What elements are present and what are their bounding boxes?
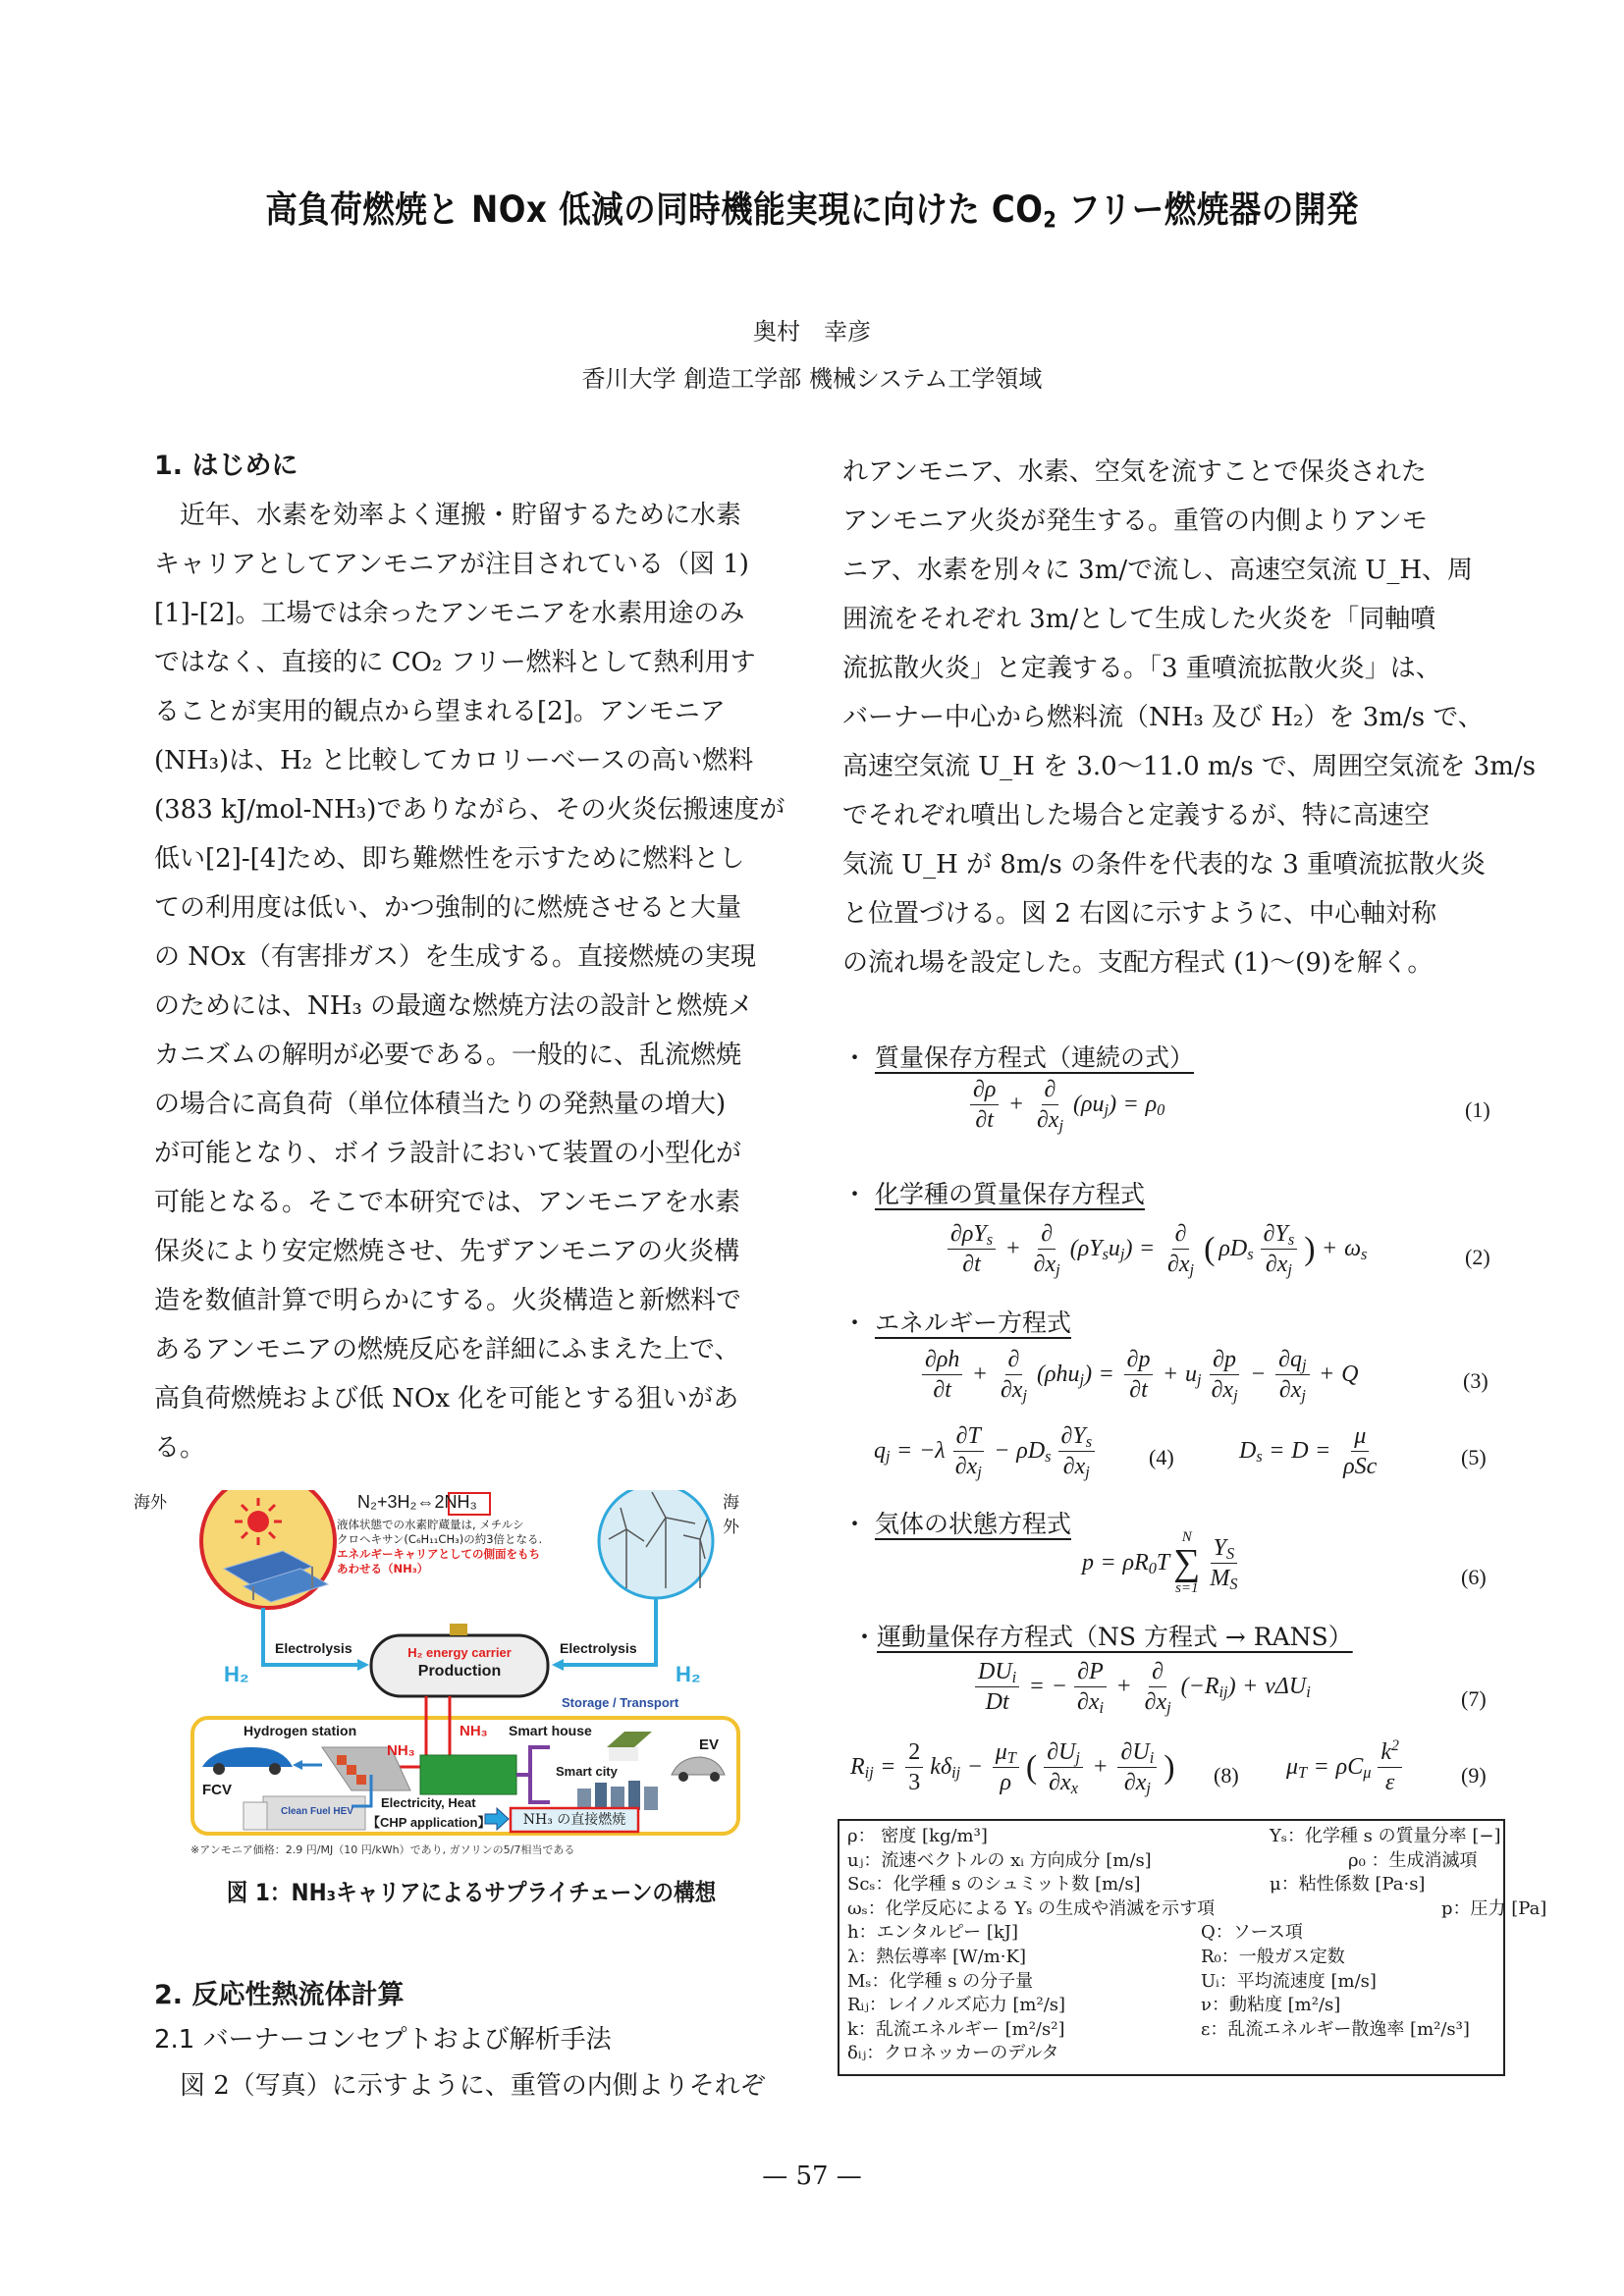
paragraph-line: の流れ場を設定した。支配方程式 (1)～(9)を解く。 — [842, 948, 1434, 978]
legend-entry: ε：乱流エネルギー散逸率 [m²/s³] — [1201, 2018, 1470, 2040]
equation-number-4: (4) — [1149, 1445, 1174, 1469]
equation-number-2: (2) — [1465, 1245, 1490, 1269]
legend-entry: Scₛ：化学種 s のシュミット数 [m/s] — [847, 1874, 1141, 1896]
paragraph-line: の場合に高負荷（単位体積当たりの発熱量の増大) — [154, 1090, 727, 1119]
hydrogen-station-label: Hydrogen station — [244, 1723, 357, 1738]
figure1 — [134, 1490, 744, 1856]
direct-combustion-label: NH₃ の直接燃焼 — [522, 1812, 626, 1828]
legend-entry: λ：熱伝導率 [W/m·K] — [847, 1946, 1026, 1967]
paper-title: 高負荷燃焼と NOx 低減の同時機能実現に向けた $CO_2$ フリー燃焼器の開発 — [265, 188, 1359, 234]
eq-heading-momentum: ・運動量保存方程式（NS 方程式 → RANS） — [852, 1623, 1353, 1651]
legend-row — [847, 1849, 1495, 1874]
page-number: — 57 — — [762, 2162, 862, 2191]
paragraph-line: 高負荷燃焼および低 NOx 化を可能とする狙いがあ — [154, 1384, 739, 1414]
legend-entry: h：エンタルピー [kJ] — [847, 1922, 1019, 1944]
paragraph-line: 可能となる。そこで本研究では、アンモニアを水素 — [154, 1188, 740, 1217]
section2-heading: 2. 反応性熱流体計算 — [154, 1980, 405, 2010]
h2-right-label: H₂ — [676, 1662, 701, 1686]
smart-house-label: Smart house — [509, 1723, 592, 1738]
paragraph-line: のためには、NH₃ の最適な燃焼方法の設計と燃焼メ — [154, 991, 754, 1021]
legend-row — [847, 1921, 1495, 1946]
smart-city-label: Smart city — [556, 1764, 618, 1779]
paragraph-line: [1]-[2]。工場では余ったアンモニアを水素用途のみ — [154, 599, 745, 628]
equation-number-7: (7) — [1461, 1686, 1487, 1711]
section2-paragraph: 図 2（写真）に示すように、重管の内側よりそれぞ — [180, 2071, 766, 2101]
electrolysis-left-label: Electrolysis — [275, 1640, 352, 1656]
paragraph-line: 造を数値計算で明らかにする。火炎構造と新燃料で — [154, 1286, 742, 1315]
author-name: 奥村 幸彦 — [753, 318, 871, 346]
electrolysis-right-label: Electrolysis — [560, 1640, 637, 1656]
eq-heading-species: ・ 化学種の質量保存方程式 — [842, 1180, 1145, 1208]
equation-number-1: (1) — [1465, 1097, 1490, 1122]
paragraph-line: と位置づける。図 2 右図に示すように、中心軸対称 — [842, 899, 1437, 929]
eq-heading-mass: ・ 質量保存方程式（連続の式） — [842, 1043, 1194, 1072]
figure1-footnote: ※アンモニア価格：2.9 円/MJ（10 円/kWh）であり, ガソリンの5/7相当である — [190, 1843, 575, 1856]
paragraph-line: (NH₃)は、H₂ と比較してカロリーベースの高い燃料 — [154, 746, 754, 775]
legend-entry: k：乱流エネルギー [m²/s²] — [847, 2018, 1065, 2040]
nh3-right-label: NH₃ — [460, 1723, 488, 1739]
equation-8: $R_{ij}$ = $\frac{2}{3}$ $k\delta_{ij}$ − $\frac{\mu_T}{\rho}$ ( $\frac{\partial U_j}{\partial x_x}$ + $\frac{\partial U_i}{\partial x_j}$ ) — [850, 1739, 1175, 1798]
figure1-caption: 図 1：NH₃キャリアによるサプライチェーンの構想 — [226, 1879, 717, 1906]
equation-9: $\mu_T$ = $\rho C_\mu$ $\frac{k^2}{\varepsilon}$ — [1286, 1737, 1405, 1797]
paragraph-line: 近年、水素を効率よく運搬・貯留するために水素 — [180, 501, 742, 530]
legend-entry: Uᵢ：平均流速度 [m/s] — [1201, 1970, 1377, 1992]
symbol-legend-box — [838, 1819, 1547, 2076]
affiliation: 香川大学 創造工学部 機械システム工学領域 — [581, 365, 1043, 393]
power-to-house-arrow — [516, 1747, 550, 1775]
legend-entry: ωₛ：化学反応による Yₛ の生成や消滅を示す項 — [847, 1897, 1216, 1919]
storage-transport-label: Storage / Transport — [562, 1695, 679, 1710]
legend-row — [847, 1970, 1495, 1995]
legend-entry: ρ₀ ：生成消滅項 — [1348, 1849, 1478, 1871]
paragraph-line: 保炎により安定燃焼させ、先ずアンモニアの火炎構 — [154, 1237, 740, 1266]
paragraph-line: アンモニア火炎が発生する。重管の内側よりアンモ — [842, 507, 1428, 536]
reaction-boxed-product: 2NH₃ — [434, 1492, 477, 1512]
overseas-left-label: 海外 — [134, 1493, 167, 1513]
legend-entry: Yₛ：化学種 s の質量分率 [−] — [1270, 1826, 1501, 1846]
eq-heading-energy: ・ エネルギー方程式 — [842, 1308, 1071, 1337]
legend-row — [847, 1873, 1495, 1897]
overseas-right-label: 海外 — [723, 1493, 739, 1537]
right-column-paragraph — [842, 448, 1536, 988]
legend-entry: δᵢⱼ：クロネッカーのデルタ — [847, 2043, 1059, 2064]
sun-icon — [235, 1498, 282, 1545]
equation-4: $q_j$ = −λ $\frac{\partial T}{\partial x_j}$ − $\rho D_s$ $\frac{\partial Y_s}{\partial x_j}$ — [874, 1421, 1098, 1481]
generator-icon — [420, 1755, 516, 1794]
paragraph-line: カニズムの解明が必要である。一般的に、乱流燃焼 — [154, 1041, 742, 1070]
paragraph-line: (383 kJ/mol-NH₃)でありながら、その火炎伝搬速度が — [154, 795, 785, 825]
ev-label: EV — [699, 1736, 720, 1753]
equation-number-3: (3) — [1463, 1368, 1489, 1393]
wind-circle — [599, 1490, 713, 1598]
legend-entry: μ：粘性係数 [Pa·s] — [1270, 1874, 1426, 1896]
equation-number-6: (6) — [1461, 1565, 1487, 1589]
paragraph-line: キャリアとしてアンモニアが注目されている（図 1) — [154, 550, 749, 579]
section1-paragraph — [154, 491, 783, 1472]
legend-entry: Rᵢⱼ：レイノルズ応力 [m²/s] — [847, 1995, 1066, 2016]
paragraph-line: あるアンモニアの燃焼反応を詳細にふまえた上で、 — [154, 1335, 740, 1364]
legend-row — [847, 2042, 1495, 2066]
paragraph-line: ることが実用的観点から望まれる[2]。アンモニア — [154, 697, 726, 726]
nh3-left-label: NH₃ — [387, 1742, 415, 1759]
paragraph-line: ではなく、直接的に CO₂ フリー燃料として熱利用す — [154, 648, 756, 677]
electricity-heat-label: Electricity, Heat — [381, 1795, 476, 1810]
equation-3: $\frac{\partial\rho h}{\partial t}$ + $\frac{\partial}{\partial x_j}$ (ρhu$_j$) = $\frac{\partial p}{\partial t}$ + $u_j$ $\frac{\partial p}{\partial x_j}$ − $\frac{\partial q_j}{\partial x_j}$ + Q — [919, 1345, 1358, 1405]
paragraph-line: る。 — [154, 1433, 206, 1463]
equation-number-5: (5) — [1461, 1445, 1487, 1469]
equation-5: $D_s$ = D = $\frac{\mu}{\text{ρSc}}$ — [1239, 1423, 1378, 1479]
eq-heading-state: ・ 気体の状態方程式 — [842, 1510, 1071, 1538]
legend-entry: ν：動粘度 [m²/s] — [1201, 1995, 1341, 2016]
legend-entry: Q：ソース項 — [1201, 1922, 1303, 1944]
smart-city-icon — [577, 1789, 591, 1810]
paragraph-line: の NOx（有害排ガス）を生成する。直接燃焼の実現 — [154, 942, 756, 972]
paragraph-line: ての利用度は低い、かつ強制的に燃焼させると大量 — [154, 893, 742, 923]
paragraph-line: 高速空気流 U_H を 3.0～11.0 m/s で、周囲空気流を 3m/s — [842, 752, 1536, 781]
paragraph-line: 低い[2]-[4]ため、即ち難燃性を示すために燃料とし — [154, 844, 745, 874]
legend-entry: uⱼ：流速ベクトルの xᵢ 方向成分 [m/s] — [847, 1849, 1152, 1871]
storage-note: 液体状態での水素貯蔵量は, メチルシ クロヘキサン(C₆H₁₁CH₃)の約3倍となる. エネルギーキャリアとしての側面をもち あわせる（NH₃） — [337, 1518, 543, 1575]
paragraph-line: バーナー中心から燃料流（NH₃ 及び H₂）を 3m/s で、 — [842, 703, 1484, 732]
paragraph-line: が可能となり、ボイラ設計において装置の小型化が — [154, 1139, 742, 1168]
legend-row — [847, 1946, 1495, 1970]
paragraph-line: 流拡散火炎」と定義する。「3 重噴流拡散火炎」は、 — [842, 654, 1441, 683]
equation-number-9: (9) — [1461, 1763, 1487, 1788]
ev-car-icon — [672, 1757, 725, 1775]
truck-label: Clean Fuel HEV — [281, 1806, 353, 1817]
fcv-label: FCV — [202, 1782, 232, 1798]
paragraph-line: れアンモニア、水素、空気を流すことで保炎された — [842, 457, 1427, 487]
legend-entry: ρ： 密度 [kg/m³] — [847, 1826, 988, 1846]
section1 — [154, 442, 783, 1472]
legend-row — [847, 1825, 1501, 1849]
legend-row — [847, 2018, 1495, 2043]
power-to-city-arrow — [530, 1775, 550, 1802]
reaction-equation: N₂+3H₂⇔2NH₃ — [357, 1492, 477, 1512]
paragraph-line: ニア、水素を別々に 3m/で流し、高速空気流 U_H、周 — [842, 556, 1473, 585]
paragraph-line: 気流 U_H が 8m/s の条件を代表的な 3 重噴流拡散火炎 — [842, 850, 1487, 880]
legend-entry: Mₛ：化学種 s の分子量 — [847, 1970, 1034, 1992]
section1-heading: 1. はじめに — [154, 451, 298, 481]
chp-application-label: 【CHP application】 — [367, 1815, 491, 1830]
tank-label: H₂ energy carrier Production — [407, 1645, 512, 1680]
legend-entry: p：圧力 [Pa] — [1441, 1897, 1547, 1919]
legend-entry: R₀：一般ガス定数 — [1201, 1946, 1345, 1967]
equation-number-8: (8) — [1214, 1763, 1239, 1788]
smart-house-icon — [607, 1732, 652, 1747]
equation-2: $\frac{\partial\rho Y_s}{\partial t}$ + $\frac{\partial}{\partial x_j}$ $(\rho Y_su_j)$ = $\frac{\partial}{\partial x_j}$ ( $\rho D_s$ $\frac{\partial Y_s}{\partial x_j}$ ) + $\omega_s$ — [945, 1219, 1367, 1279]
h2-left-label: H₂ — [224, 1662, 249, 1686]
equation-7: $\frac{DU_i}{Dt}$ = − $\frac{\partial P}{\partial x_i}$ + $\frac{\partial}{\partial x_j}$ $(-R_{ij})$ + νΔU$_i$ — [972, 1657, 1311, 1717]
legend-row — [847, 1994, 1495, 2018]
paragraph-line: 囲流をそれぞれ 3m/として生成した火炎を「同軸噴 — [842, 605, 1436, 634]
section2-1-heading: 2.1 バーナーコンセプトおよび解析手法 — [154, 2025, 612, 2055]
equation-1: $\frac{\partial\rho}{\partial t}$ + $\frac{\partial}{\partial x_j}$ $(\rho u_j)$ = $\rho_0$ — [967, 1075, 1164, 1135]
legend-row — [847, 1897, 1547, 1922]
equation-6: p = $\rho R_0T$ N ∑ s=1 $\frac{Y_S}{M_S}$ — [1082, 1529, 1238, 1596]
paragraph-line: でそれぞれ噴出した場合と定義するが、特に高速空 — [842, 801, 1431, 830]
